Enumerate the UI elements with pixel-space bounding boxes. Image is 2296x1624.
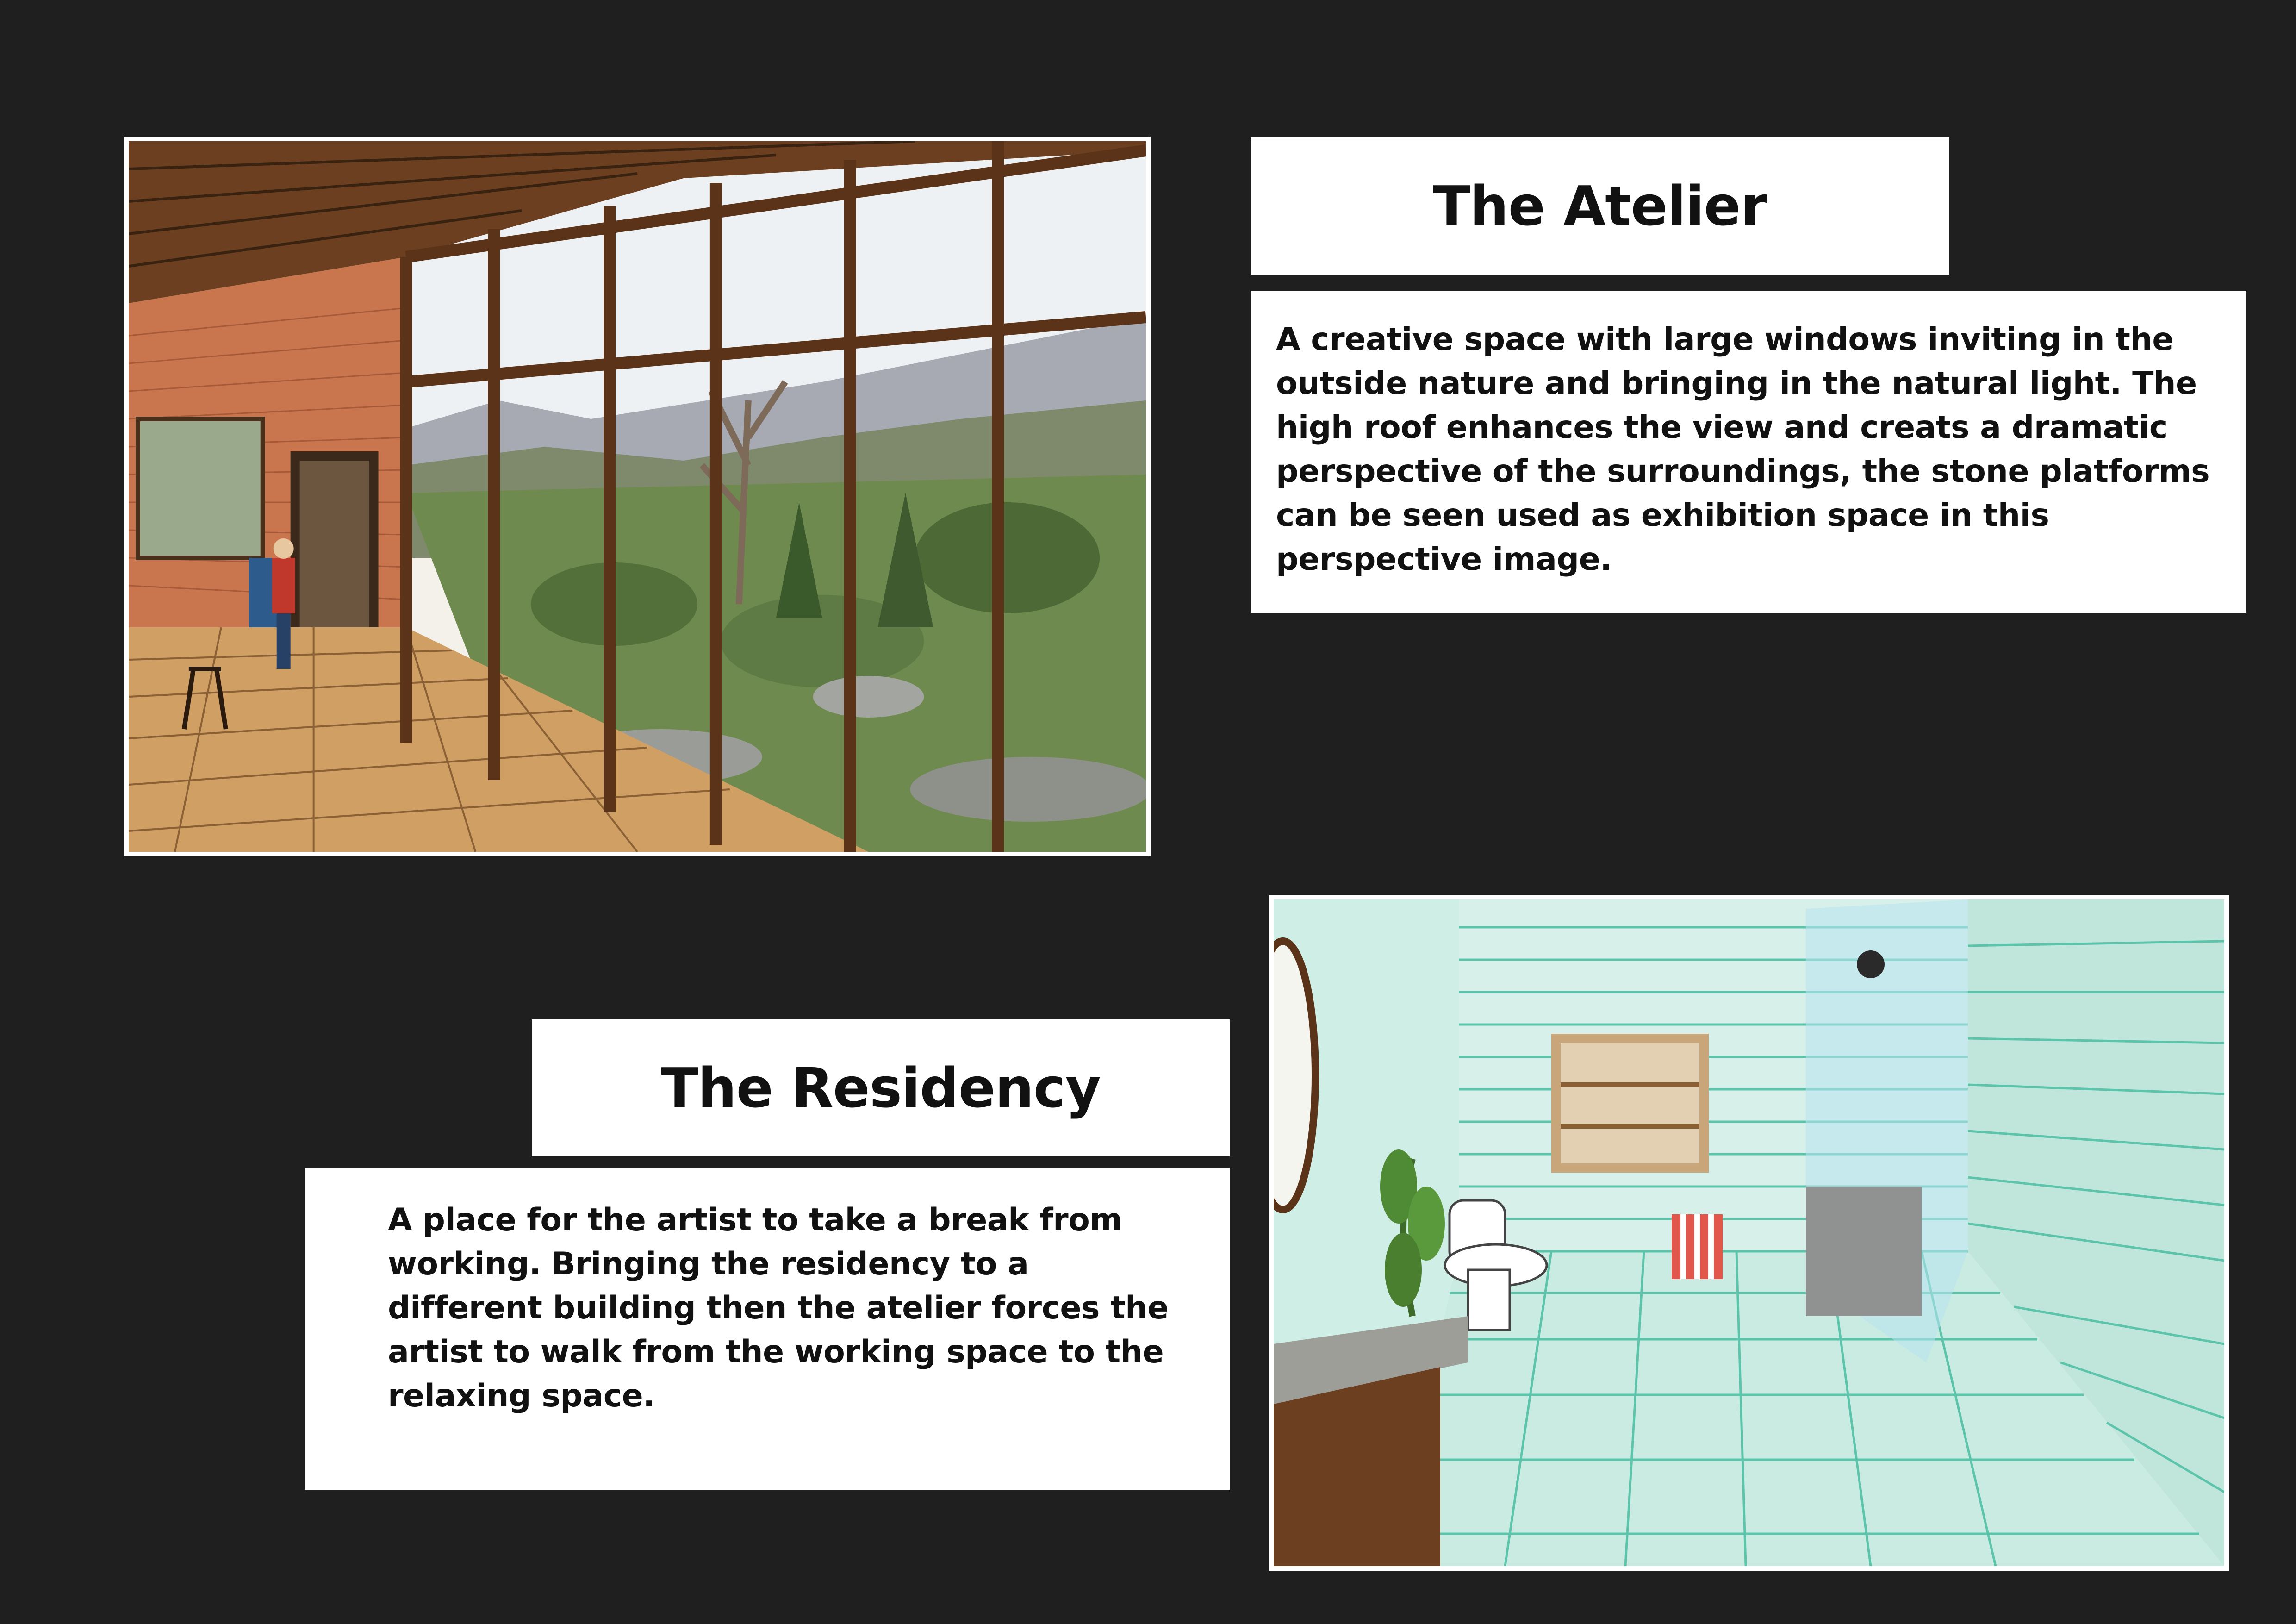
atelier-drawing [124, 137, 1151, 856]
residency-drawing [1269, 895, 2229, 1571]
atelier-title-box [1251, 137, 1949, 275]
residency-description-box [305, 1168, 1230, 1490]
atelier-title: The Atelier [1433, 174, 1767, 238]
atelier-description-box [1251, 291, 2246, 613]
residency-illustration [1274, 899, 2224, 1566]
atelier-illustration [129, 141, 1146, 852]
residency-description: A place for the artist to take a break from working. Bringing the residency to a different building then the atelier forces the artist to walk from the working space to the relaxing space. [388, 1202, 1169, 1414]
residency-title: The Residency [661, 1056, 1101, 1120]
residency-title-box [532, 1019, 1230, 1156]
atelier-description: A creative space with large windows inviting in the outside nature and bringing in the natural light. The high roof enhances the view and creats a dramatic perspective of the surroundings, the stone platforms can be seen used as exhibition space in this perspective image. [1276, 321, 2210, 578]
